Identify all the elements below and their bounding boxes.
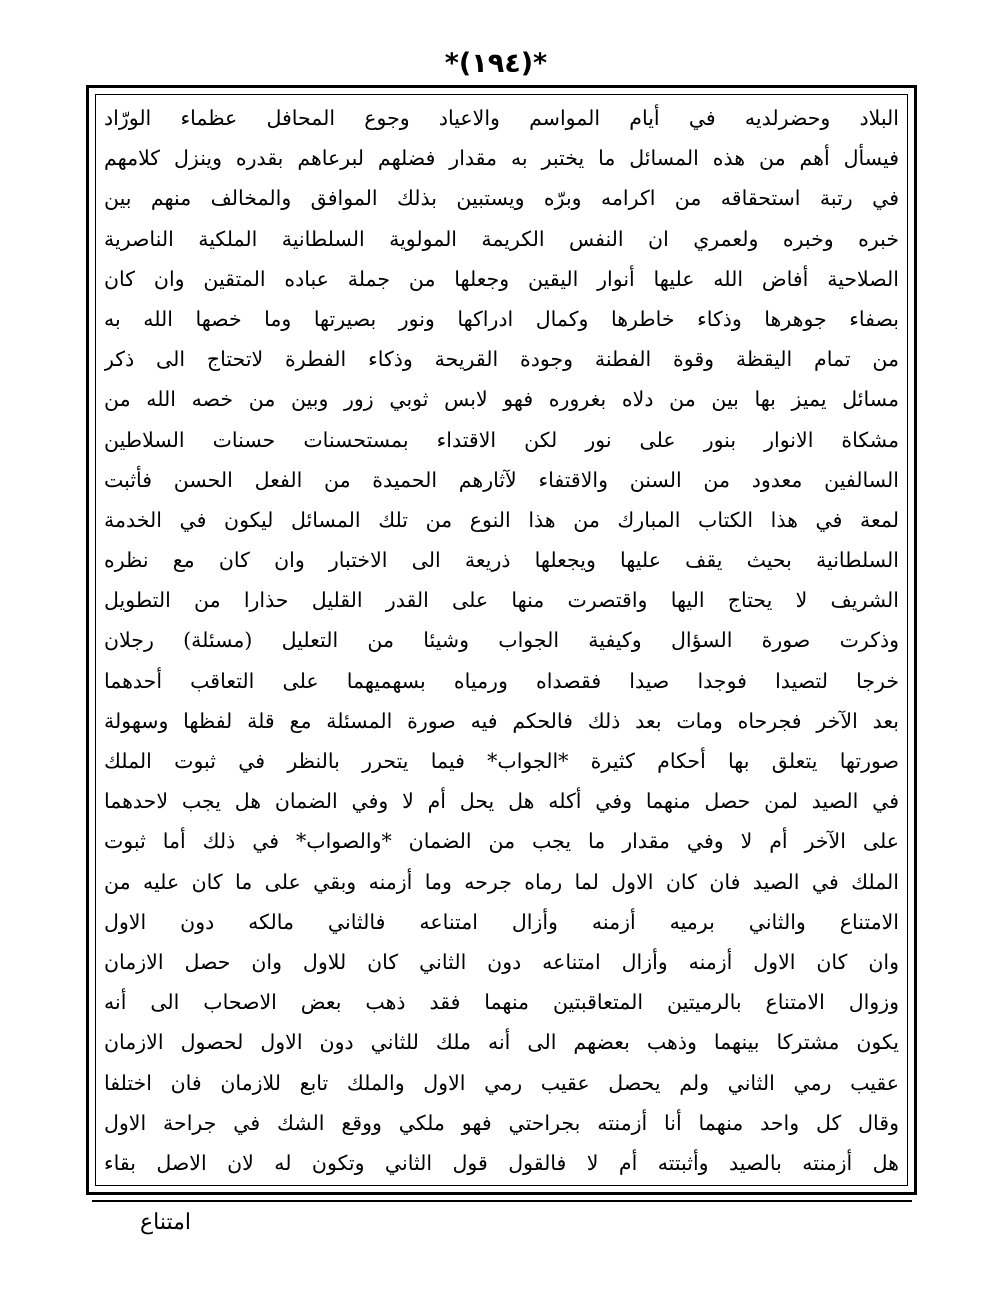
text-line: على الآخر أم لا وفي مقدار ما يجب من الضمان *والصواب* في ذلك أما ثبوت (104, 829, 899, 854)
text-line: صورتها يتعلق بها أحكام كثيرة *الجواب* فيما يتحرر بالنظر في ثبوت الملك (104, 749, 899, 773)
text-line: الملك في الصيد فان كان الاول لما رماه جرحه وما أزمنه وبقي على ما كان عليه من (104, 869, 899, 894)
text-line: يكون مشتركا بينهما وذهب بعضهم الى أنه ملك للثاني دون الاول لحصول الازمان (104, 1030, 899, 1055)
text-line: هل أزمنته بالصيد وأثبتته أم لا فالقول قول الثاني وتكون له لان الاصل بقاء (104, 1150, 899, 1175)
text-line: وقال كل واحد منهما أنا أزمنته بجراحتي فهو ملكي ووقع الشك في جراحة الاول (104, 1110, 899, 1135)
text-line: مشكاة الانوار بنور على نور لكن الاقتداء بمستحسنات حسنات السلاطين (104, 427, 899, 452)
text-line: من تمام اليقظة وقوة الفطنة وجودة القريحة وذكاء الفطرة لاتحتاج الى ذكر (104, 347, 899, 372)
text-line: فيسأل أهم من هذه المسائل ما يختبر به مقدار فضلهم لبرعاهم بقدره وينزل كلامهم (104, 146, 899, 171)
text-line: السلطانية بحيث يقف عليها ويجعلها ذريعة الى الاختبار وان كان مع نظره (104, 548, 899, 573)
main-text-block (104, 98, 899, 1183)
text-line: وزوال الامتناع بالرميتين المتعاقبتين منهما فقد ذهب بعض الاصحاب الى أنه (104, 990, 899, 1015)
text-line: خرجا لتصيدا فوجدا صيدا فقصداه ورمياه بسهميهما على التعاقب أحدهما (104, 668, 899, 693)
text-line: في الصيد لمن حصل منهما وفي أكله هل يحل أم لا وفي الضمان هل يجب لاحدهما (104, 789, 899, 814)
text-line: في رتبة استحقاقه من اكرامه وبرّه ويستبين بذلك الموافق والمخالف منهم بين (104, 186, 899, 211)
text-line: خبره وخبره ولعمري ان النفس الكريمة المولوية السلطانية الملكية الناصرية (104, 226, 899, 251)
text-line: البلاد وحضرلديه في أيام المواسم والاعياد وجوع المحافل عظماء الورّاد (104, 106, 899, 130)
text-line: الشريف لا يحتاج اليها واقتصرت منها على القدر القليل حذارا من التطويل (104, 588, 899, 613)
text-line: بصفاء جوهرها وذكاء خاطرها وكمال ادراكها ونور بصيرتها وما خصها الله به (104, 306, 899, 331)
text-line: عقيب رمي الثاني ولم يحصل عقيب رمي الاول والملك تابع للازمان فان اختلفا (104, 1070, 899, 1095)
bottom-rule (92, 1200, 912, 1202)
catchword: امتناع (140, 1210, 192, 1235)
text-line: مسائل يميز بها بين من دلاه بغروره فهو لابس ثوبي زور وبين من خصه الله من (104, 387, 899, 412)
text-line: الامتناع والثاني برميه أزمنه وأزال امتناعه فالثاني مالكه دون الاول (104, 909, 899, 934)
text-line: السالفين معدود من السنن والاقتفاء لآثارهم الحميدة من الفعل الحسن فأثبت (104, 467, 899, 492)
text-line: الصلاحية أفاض الله عليها أنوار اليقين وجعلها من جملة عباده المتقين وان كان (104, 266, 899, 291)
page-number: *(١٩٤)* (444, 48, 548, 79)
text-line: لمعة في هذا الكتاب المبارك من هذا النوع من تلك المسائل ليكون في الخدمة (104, 507, 899, 532)
text-line: وان كان الاول أزمنه وأزال امتناعه دون الثاني كان للاول وان حصل الازمان (104, 949, 899, 974)
text-line: بعد الآخر فجرحاه ومات بعد ذلك فالحكم فيه صورة المسئلة مع قلة لفظها وسهولة (104, 708, 899, 733)
text-line: وذكرت صورة السؤال وكيفية الجواب وشيئا من التعليل (مسئلة) رجلان (104, 628, 899, 653)
